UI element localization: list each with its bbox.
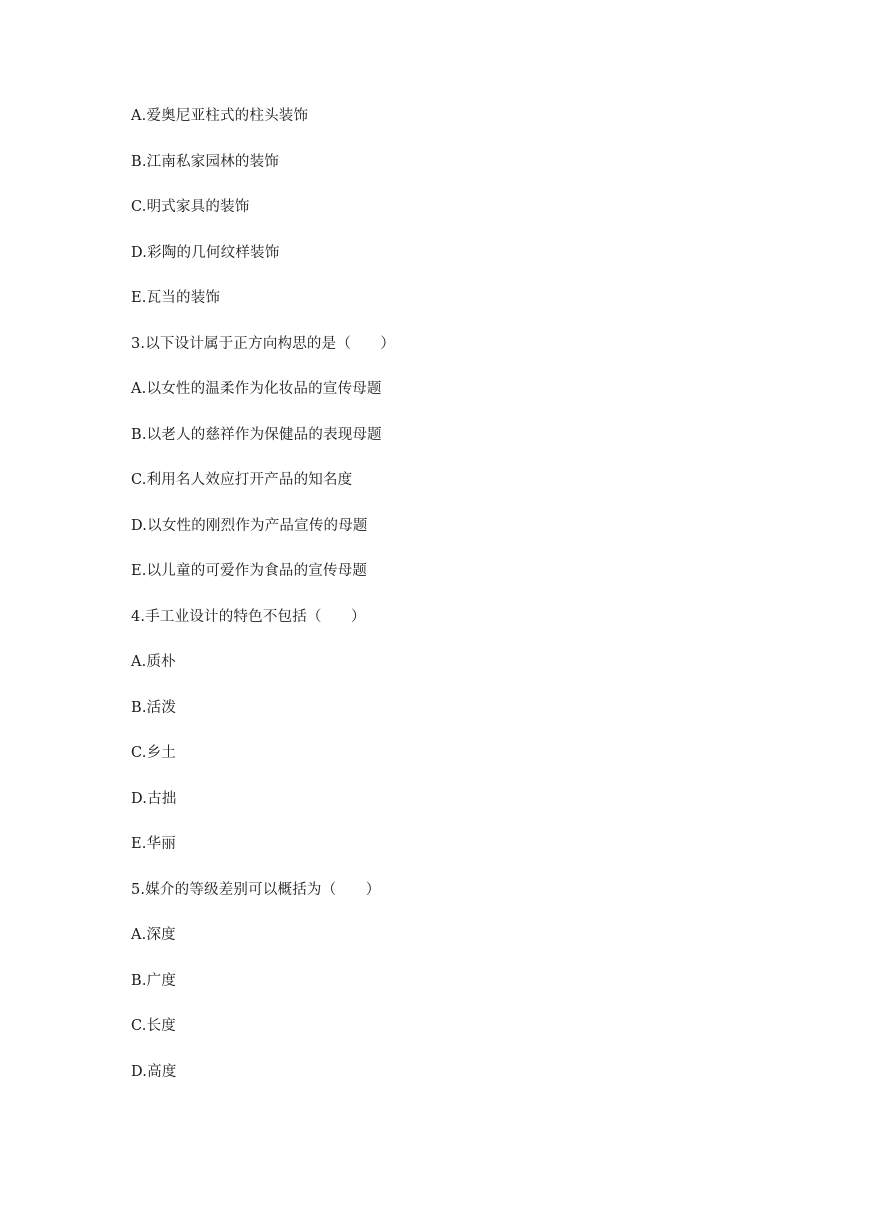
option-a: A.质朴 (131, 654, 176, 670)
question-3: 3.以下设计属于正方向构思的是（ ） (131, 335, 396, 352)
option-b: B.广度 (131, 972, 177, 989)
option-a: A.以女性的温柔作为化妆品的宣传母题 (131, 381, 382, 397)
option-3d: D.彩陶的几何纹样装饰 (131, 244, 280, 261)
option-c: C.乡土 (131, 745, 176, 761)
option-c: C.利用名人效应打开产品的知名度 (131, 472, 353, 488)
option-c: C.长度 (131, 1018, 176, 1034)
option-d: D.高度 (131, 1063, 177, 1080)
question-4: 4.手工业设计的特色不包括（ ） (131, 608, 366, 625)
option-b: B.以老人的慈祥作为保健品的表现母题 (131, 426, 382, 443)
option-e: E.华丽 (131, 836, 176, 852)
option-a: A.深度 (131, 927, 176, 943)
question-5: 5.媒介的等级差别可以概括为（ ） (131, 881, 381, 898)
question-list (131, 104, 395, 1105)
option-3c: C.明式家具的装饰 (131, 199, 250, 215)
option-d: D.以女性的刚烈作为产品宣传的母题 (131, 517, 368, 534)
option-d: D.古拙 (131, 790, 177, 807)
option-e: E.以儿童的可爱作为食品的宣传母题 (131, 563, 368, 579)
option-3e: E.瓦当的装饰 (131, 290, 221, 306)
option-3b: B.江南私家园林的装饰 (131, 153, 279, 170)
option-3a: A.爱奥尼亚柱式的柱头装饰 (131, 108, 309, 124)
option-b: B.活泼 (131, 699, 177, 716)
